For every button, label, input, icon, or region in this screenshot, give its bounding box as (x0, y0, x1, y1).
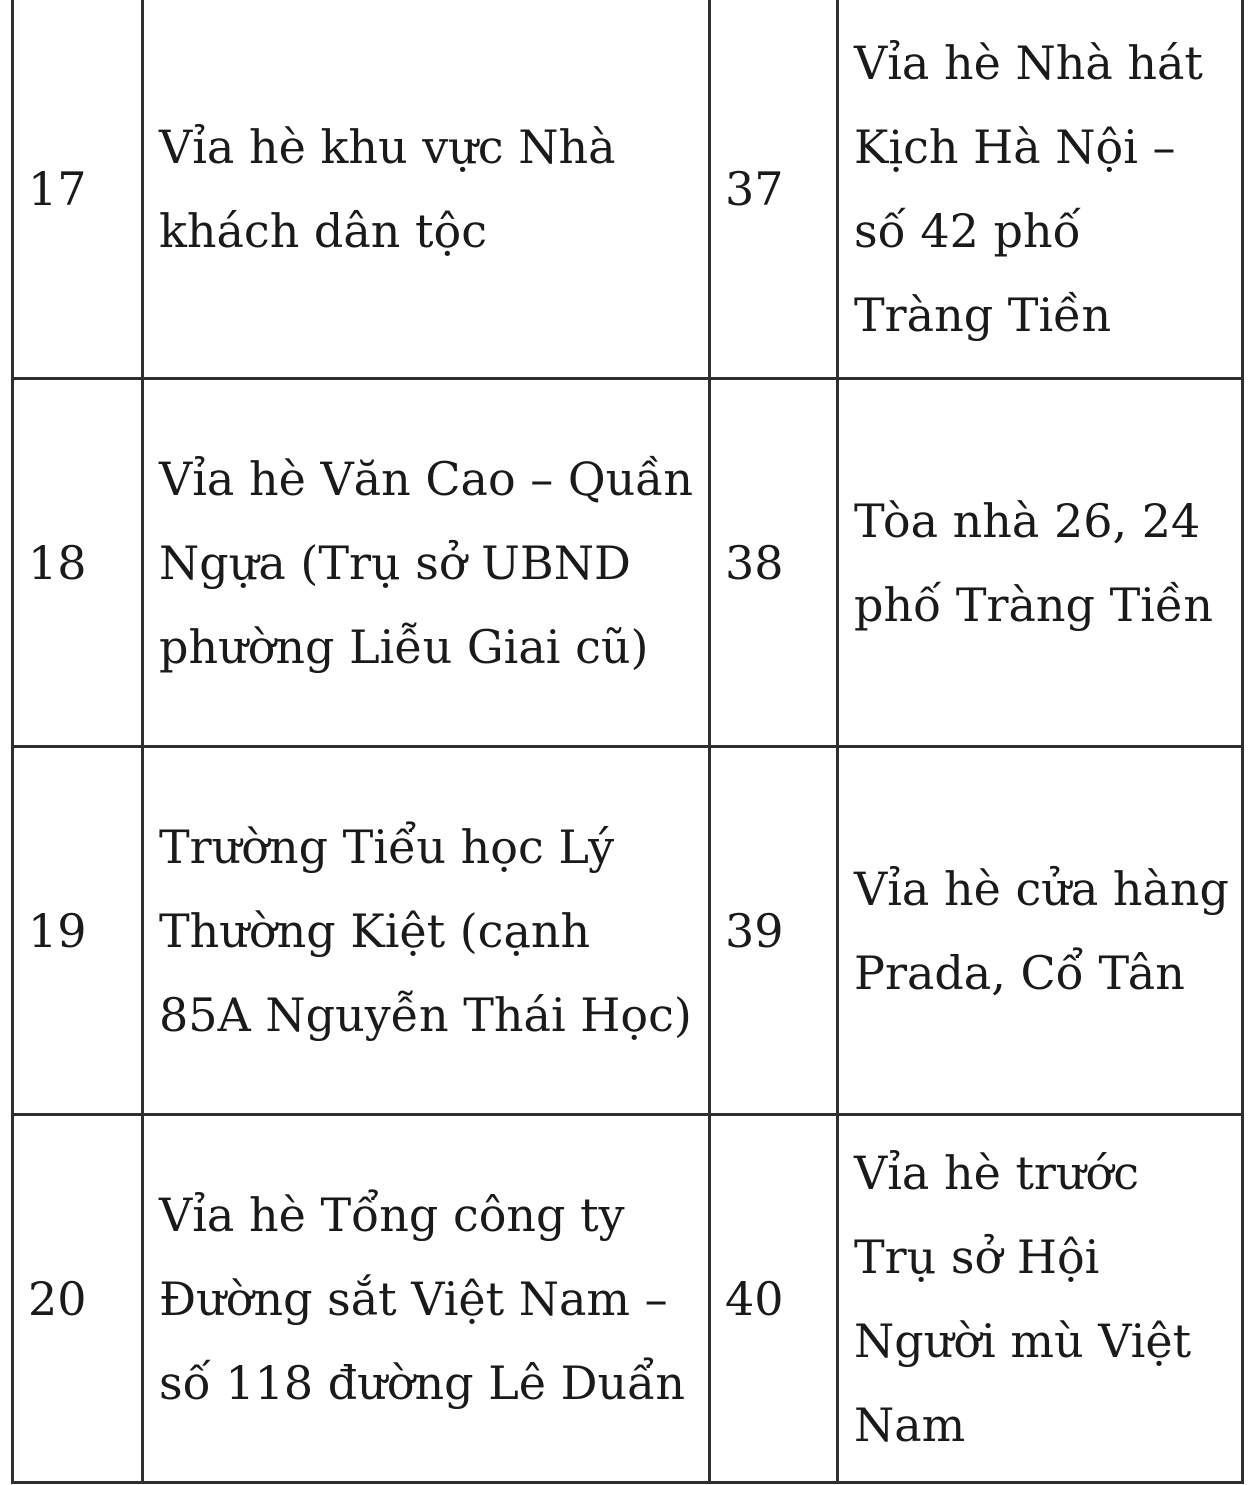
location-right: Vỉa hè trước Trụ sở Hội Người mù Việt Nam (838, 1115, 1243, 1483)
location-table-container (11, 0, 1241, 1484)
location-left: Trường Tiểu học Lý Thường Kiệt (cạnh 85A Nguyễn Thái Học) (143, 747, 710, 1115)
row-number-left: 20 (13, 1115, 143, 1483)
table-row (13, 379, 1243, 747)
location-right: Tòa nhà 26, 24 phố Tràng Tiền (838, 379, 1243, 747)
row-number-right: 38 (710, 379, 838, 747)
location-table (11, 0, 1244, 1484)
table-row (13, 0, 1243, 379)
row-number-left: 17 (13, 0, 143, 379)
location-left: Vỉa hè Tổng công ty Đường sắt Việt Nam – số 118 đường Lê Duẩn (143, 1115, 710, 1483)
row-number-right: 39 (710, 747, 838, 1115)
table-row (13, 747, 1243, 1115)
location-left: Vỉa hè Văn Cao – Quần Ngựa (Trụ sở UBND phường Liễu Giai cũ) (143, 379, 710, 747)
location-left: Vỉa hè khu vực Nhà khách dân tộc (143, 0, 710, 379)
row-number-right: 40 (710, 1115, 838, 1483)
row-number-right: 37 (710, 0, 838, 379)
row-number-left: 18 (13, 379, 143, 747)
row-number-left: 19 (13, 747, 143, 1115)
location-right: Vỉa hè Nhà hát Kịch Hà Nội – số 42 phố Tràng Tiền (838, 0, 1243, 379)
location-right: Vỉa hè cửa hàng Prada, Cổ Tân (838, 747, 1243, 1115)
table-row (13, 1115, 1243, 1483)
